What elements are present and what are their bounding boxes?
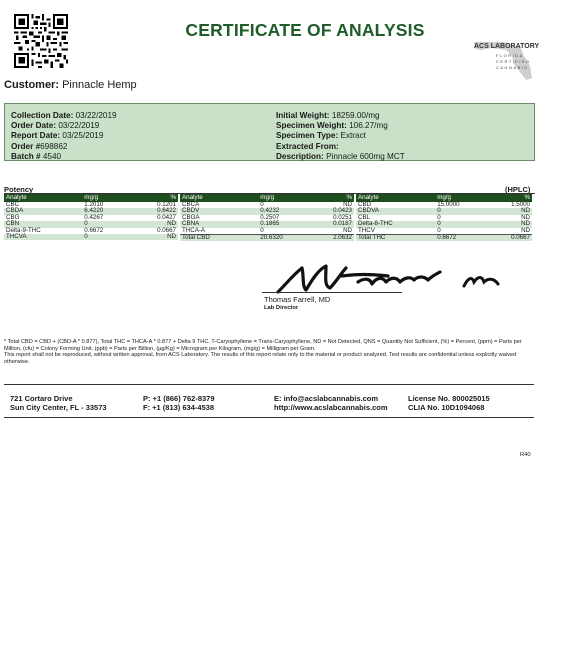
analyte-cell: THCA-A bbox=[182, 226, 206, 234]
percent-cell: ND bbox=[143, 234, 178, 240]
report-date-value: 03/25/2019 bbox=[62, 131, 104, 141]
sample-info-right bbox=[276, 111, 405, 162]
percent-cell: ND bbox=[143, 221, 178, 227]
potency-row bbox=[4, 234, 178, 240]
percent-cell: ND bbox=[343, 226, 352, 234]
mg-per-g-cell: 0 bbox=[82, 221, 143, 227]
analyte-cell: CBDA bbox=[4, 208, 82, 214]
signer-name: Thomas Farrell, MD bbox=[264, 295, 331, 304]
logo-line-1: ACS LABORATORY bbox=[474, 43, 540, 50]
signer-title: Lab Director bbox=[264, 305, 299, 311]
extracted-from-label: Extracted From: bbox=[276, 141, 339, 151]
mg-per-g-cell: 0.4232 bbox=[258, 208, 319, 214]
order-number-row bbox=[11, 142, 117, 152]
column-header: % bbox=[319, 194, 354, 202]
acs-laboratory-logo bbox=[472, 36, 538, 82]
mg-per-g-cell: 0 bbox=[437, 226, 441, 234]
specimen-weight-label: Specimen Weight: bbox=[276, 121, 347, 131]
description-label: Description: bbox=[276, 151, 324, 161]
customer-label: Customer: bbox=[4, 79, 60, 91]
web-block bbox=[274, 394, 388, 412]
footnote bbox=[4, 339, 532, 365]
mg-per-g-cell: 20.6320 bbox=[258, 235, 319, 242]
order-date-label: Order Date: bbox=[11, 121, 57, 131]
percent-cell: ND bbox=[521, 213, 530, 221]
footnote-definitions: * Total CBD = CBD + (CBD-A * 0.877), Total THC = THCA-A * 0.877 + Delta 9 THC. T-Caryophyllene = Trans-Caryophyllene, ND = Not Detected, QNS = Quantity Not Sufficient, (%) = Percent, (ppm) = Parts per Million, (cfu) = Colony Forming Unit, (ppb) = Parts per Billion, (µg/Kg) = Microgram per Kilogram, (mg/g) = Milligram per Gram. bbox=[4, 339, 522, 352]
customer-line bbox=[4, 79, 137, 91]
column-header: mg/g bbox=[435, 194, 497, 202]
address-line-1: 721 Cortaro Drive bbox=[10, 394, 73, 403]
mg-per-g-cell: 0 bbox=[260, 226, 264, 234]
analyte-cell: CBN bbox=[4, 221, 82, 227]
footnote-disclaimer: This report shall not be reproduced, without written approval, from ACS Laboratory. The results of this report relate only to the material or product analyzed. Test results are confidential unless explicitly waived otherwise. bbox=[4, 352, 517, 365]
potency-row bbox=[356, 235, 532, 242]
license-number: License No. 800025015 bbox=[408, 394, 490, 403]
percent-cell: 0.0187 bbox=[319, 221, 354, 227]
analyte-cell: CBCA bbox=[182, 201, 200, 208]
percent-cell: 0.1201 bbox=[157, 201, 176, 208]
email-link[interactable]: E: info@acslabcannabis.com bbox=[274, 394, 379, 403]
analyte-cell: Total THC bbox=[356, 235, 435, 242]
percent-cell: ND bbox=[521, 226, 530, 234]
percent-cell: ND bbox=[343, 201, 352, 208]
percent-cell: 0.0427 bbox=[157, 213, 176, 221]
percent-cell: 0.0667 bbox=[497, 235, 532, 242]
license-block bbox=[408, 394, 490, 412]
phone-block bbox=[143, 394, 215, 412]
customer-name: Pinnacle Hemp bbox=[62, 79, 137, 91]
order-date-row bbox=[11, 121, 117, 131]
sample-info-box bbox=[4, 103, 535, 161]
logo-line-2: FLORIDA bbox=[496, 53, 524, 58]
description-row bbox=[276, 152, 405, 162]
analyte-cell: Delta-8-THC bbox=[356, 221, 435, 227]
mg-per-g-cell: 15.0000 bbox=[437, 201, 460, 208]
column-header: mg/g bbox=[258, 194, 319, 202]
analyte-cell: Total CBD bbox=[180, 235, 258, 242]
column-header: % bbox=[497, 194, 532, 202]
potency-row bbox=[180, 235, 354, 242]
specimen-type-value: Extract bbox=[340, 131, 366, 141]
mg-per-g-cell: 0 bbox=[437, 213, 441, 221]
footer-rule-top bbox=[4, 384, 534, 385]
clia-number: CLIA No. 10D1094068 bbox=[408, 403, 485, 412]
collection-date-row bbox=[11, 111, 117, 121]
percent-cell: ND bbox=[497, 208, 532, 214]
sample-info-left bbox=[11, 111, 117, 162]
mg-per-g-cell: 0 bbox=[435, 208, 497, 214]
analyte-cell: THCV bbox=[358, 226, 375, 234]
analyte-cell: CBL bbox=[358, 213, 371, 221]
column-header: Analyte bbox=[180, 194, 258, 202]
mg-per-g-cell: 0 bbox=[82, 234, 143, 240]
mg-per-g-cell: 1.2010 bbox=[84, 201, 104, 208]
mg-per-g-cell: 0.4267 bbox=[84, 213, 104, 221]
footer-rule-bottom bbox=[4, 417, 534, 418]
mg-per-g-cell: 6.4220 bbox=[82, 208, 143, 214]
mg-per-g-cell: 0 bbox=[260, 201, 264, 208]
order-date-value: 03/22/2019 bbox=[58, 121, 100, 131]
fax-number: F: +1 (813) 634-4538 bbox=[143, 403, 215, 412]
batch-number-row bbox=[11, 152, 117, 162]
percent-cell: 2.0632 bbox=[319, 235, 354, 242]
qr-code bbox=[14, 14, 68, 68]
analyte-cell: CBGA bbox=[182, 213, 200, 221]
description-value: Pinnacle 600mg MCT bbox=[326, 151, 405, 161]
specimen-type-label: Specimen Type: bbox=[276, 131, 339, 141]
mg-per-g-cell: 0.6672 bbox=[84, 226, 104, 234]
percent-cell: 1.5000 bbox=[511, 201, 530, 208]
method-label: (HPLC) bbox=[505, 185, 531, 194]
revision-code: R40 bbox=[520, 452, 531, 458]
column-header: Analyte bbox=[356, 194, 435, 202]
batch-number-label: Batch # bbox=[11, 151, 41, 161]
potency-header-row bbox=[180, 194, 354, 202]
percent-cell: 0.0251 bbox=[333, 213, 352, 221]
analyte-cell: CBC bbox=[6, 201, 20, 208]
order-number-value: 698862 bbox=[40, 141, 68, 151]
specimen-weight-value: 106.27/mg bbox=[349, 121, 388, 131]
order-number-label: Order # bbox=[11, 141, 41, 151]
analyte-cell: CBD bbox=[358, 201, 372, 208]
analyte-cell: CBDV bbox=[180, 208, 258, 214]
percent-cell: ND bbox=[497, 221, 532, 227]
percent-cell: 0.0667 bbox=[157, 226, 176, 234]
potency-table-3 bbox=[356, 194, 532, 241]
logo-line-4: CANNABIS bbox=[496, 65, 529, 70]
analyte-cell: CBNA bbox=[180, 221, 258, 227]
mg-per-g-cell: 0 bbox=[435, 221, 497, 227]
mg-per-g-cell: 0.6672 bbox=[435, 235, 497, 242]
specimen-weight-row bbox=[276, 121, 405, 131]
column-header: mg/g bbox=[82, 194, 143, 202]
analyte-cell: CBDVA bbox=[356, 208, 435, 214]
analyte-cell: THCVA bbox=[4, 234, 82, 240]
batch-number-value: 4540 bbox=[42, 151, 62, 161]
mg-per-g-cell: 0.2507 bbox=[260, 213, 280, 221]
initial-weight-label: Initial Weight: bbox=[276, 111, 330, 120]
report-date-row bbox=[11, 131, 117, 141]
initial-weight-value: 18259.00/mg bbox=[331, 111, 380, 120]
initial-weight-row bbox=[276, 111, 405, 121]
percent-cell: 0.6422 bbox=[143, 208, 178, 214]
analyte-cell: Delta-9-THC bbox=[6, 226, 41, 234]
analyte-cell: CBG bbox=[6, 213, 20, 221]
collection-date-label: Collection Date: bbox=[11, 111, 74, 120]
column-header: Analyte bbox=[4, 194, 82, 202]
phone-number: P: +1 (866) 762-8379 bbox=[143, 394, 215, 403]
website-link[interactable]: http://www.acslabcannabis.com bbox=[274, 403, 388, 412]
address-line-2: Sun City Center, FL - 33573 bbox=[10, 403, 107, 412]
collection-date-value: 03/22/2019 bbox=[75, 111, 117, 120]
mg-per-g-cell: 0.1865 bbox=[258, 221, 319, 227]
percent-cell: 0.0423 bbox=[319, 208, 354, 214]
page-title: CERTIFICATE OF ANALYSIS bbox=[185, 20, 425, 40]
potency-table-1 bbox=[4, 194, 178, 240]
address-block bbox=[10, 394, 107, 412]
signature-line bbox=[262, 292, 402, 293]
logo-line-3: CERTIFIED bbox=[496, 59, 531, 64]
potency-heading: Potency bbox=[4, 185, 34, 194]
specimen-type-row bbox=[276, 131, 405, 141]
potency-table-2 bbox=[180, 194, 354, 241]
column-header: % bbox=[143, 194, 178, 202]
extracted-from-row bbox=[276, 142, 405, 152]
report-date-label: Report Date: bbox=[11, 131, 61, 141]
